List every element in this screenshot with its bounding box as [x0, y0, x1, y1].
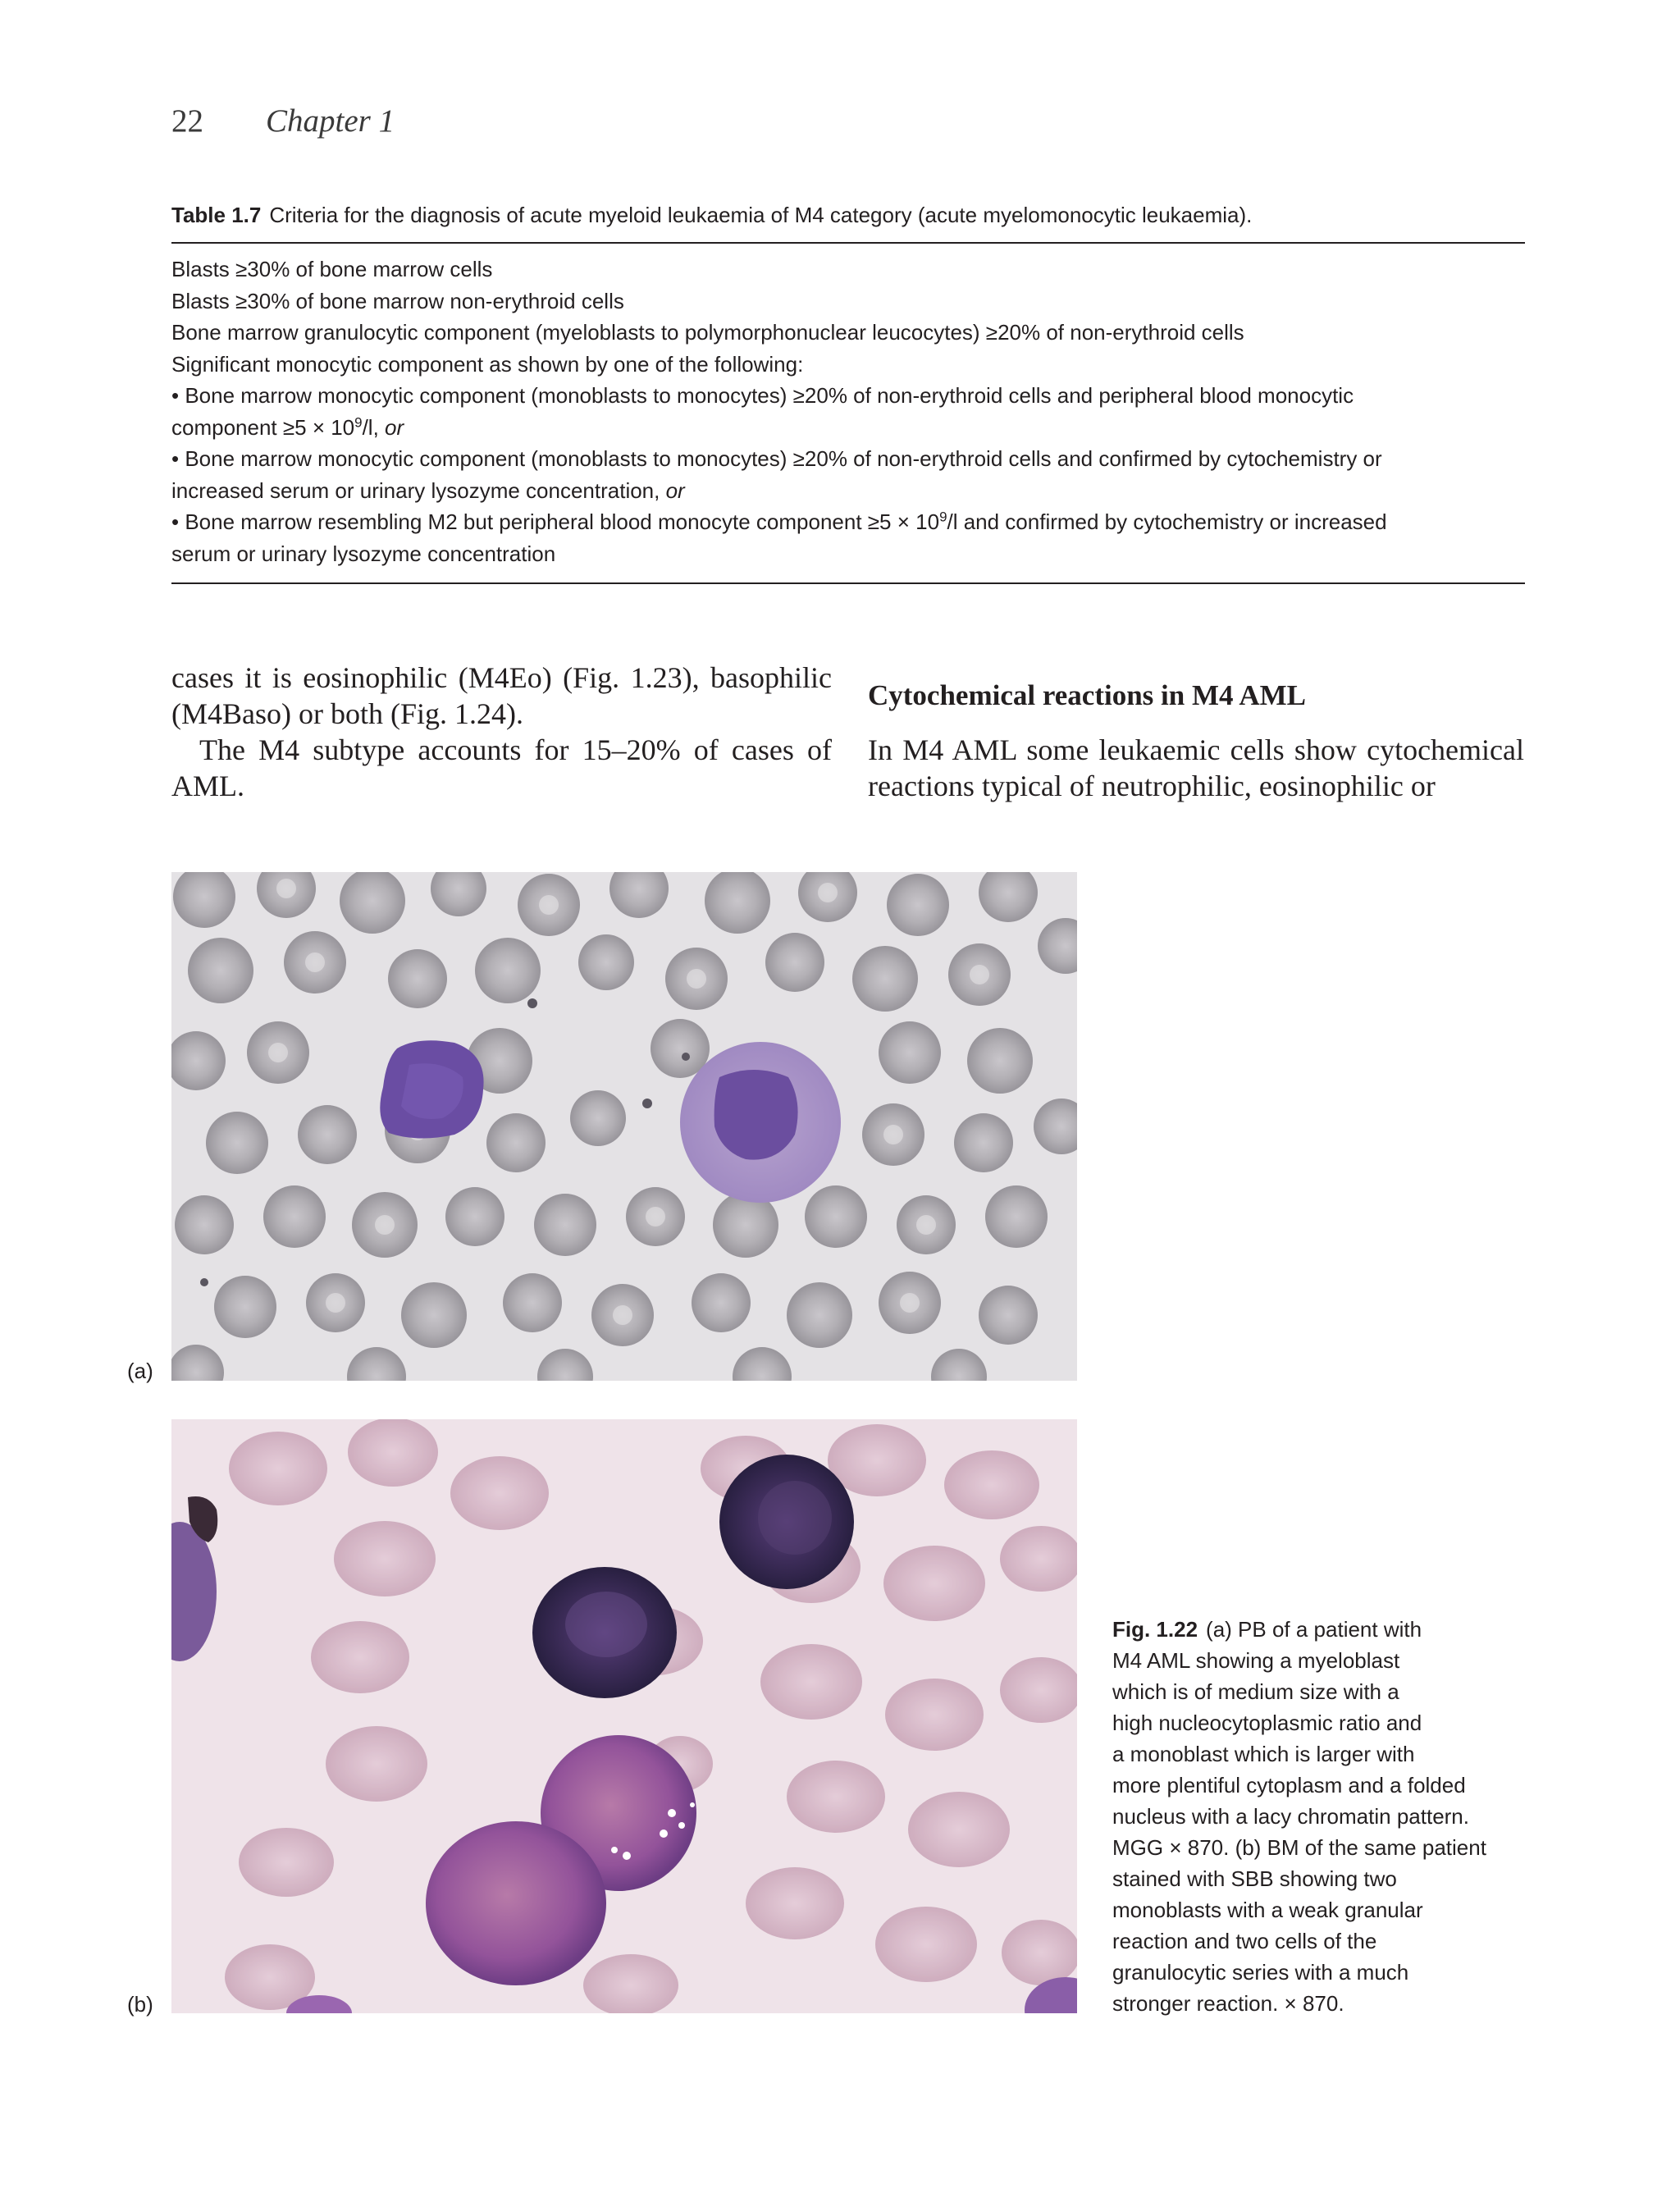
body-paragraph: The M4 subtype accounts for 15–20% of cases of AML.: [171, 733, 832, 802]
section-heading: Cytochemical reactions in M4 AML: [868, 679, 1306, 711]
micrograph-b: [171, 1419, 1077, 2013]
page-number: 22: [171, 103, 203, 139]
table-label: Table 1.7: [171, 203, 262, 227]
figure-panel-a: [171, 872, 1077, 1381]
caption-line: M4 AML showing a myeloblast: [1112, 1648, 1400, 1673]
table-row: Significant monocytic component as shown by one of the following:: [171, 351, 804, 377]
caption-line: granulocytic series with a much: [1112, 1960, 1409, 1985]
body-column-right: [868, 678, 1524, 804]
body-column-left: [171, 660, 832, 804]
caption-line: Fig. 1.22 (a) PB of a patient with: [1112, 1617, 1422, 1642]
table-bullet-line: increased serum or urinary lysozyme concentration, or: [171, 477, 685, 503]
table-body: [171, 244, 1525, 582]
caption-line: more plentiful cytoplasm and a folded: [1112, 1773, 1466, 1797]
caption-line: reaction and two cells of the: [1112, 1929, 1377, 1953]
caption-line: stained with SBB showing two: [1112, 1866, 1397, 1891]
table-bullet-line: serum or urinary lysozyme concentration: [171, 541, 556, 566]
panel-label-b: (b): [127, 1992, 153, 2017]
table-row: Blasts ≥30% of bone marrow non-erythroid cells: [171, 288, 624, 313]
figure-panel-b: [171, 1419, 1077, 2013]
caption-line: monoblasts with a weak granular: [1112, 1898, 1423, 1922]
table-row: Bone marrow granulocytic component (myeloblasts to polymorphonuclear leucocytes) ≥20% of non-erythroid cells: [171, 320, 1244, 345]
micrograph-a: [171, 872, 1077, 1381]
body-paragraph: In M4 AML some leukaemic cells show cytochemical reactions typical of neutrophilic, eosinophilic or: [868, 733, 1524, 802]
table-caption: [171, 199, 1525, 231]
body-paragraph: cases it is eosinophilic (M4Eo) (Fig. 1.23), basophilic (M4Baso) or both (Fig. 1.24).: [171, 661, 832, 730]
table-title: Criteria for the diagnosis of acute myeloid leukaemia of M4 category (acute myelomonocytic leukaemia).: [269, 203, 1253, 227]
caption-line: which is of medium size with a: [1112, 1679, 1399, 1704]
running-head: [171, 103, 395, 152]
table-bullet-line: component $\ge 5 \times 10^9/l$, or: [171, 413, 404, 440]
caption-line: nucleus with a lacy chromatin pattern.: [1112, 1804, 1469, 1829]
caption-line: stronger reaction. × 870.: [1112, 1991, 1344, 2016]
caption-line: MGG × 870. (b) BM of the same patient: [1112, 1835, 1486, 1860]
caption-label: Fig. 1.22: [1112, 1617, 1198, 1642]
monoblast-cell: [426, 1821, 606, 1985]
panel-label-a: (a): [127, 1359, 153, 1383]
caption-line: a monoblast which is larger with: [1112, 1742, 1415, 1766]
table-bullet-line: • Bone marrow resembling M2 but peripheral blood monocyte component $\ge 5 \times 10^9/l$ and confirmed by cytochemistry or increased: [171, 509, 1387, 534]
caption-line: high nucleocytoplasmic ratio and: [1112, 1711, 1422, 1735]
table-bullet-line: • Bone marrow monocytic component (monoblasts to monocytes) ≥20% of non-erythroid cells and confirmed by cytochemistry or: [171, 446, 1382, 471]
table-bullet-line: • Bone marrow monocytic component (monoblasts to monocytes) ≥20% of non-erythroid cells and peripheral blood monocytic: [171, 383, 1354, 408]
figure-caption: [1112, 1614, 1522, 2019]
table-bottom-rule: [171, 582, 1525, 584]
table-1-7: [171, 199, 1525, 584]
table-row: Blasts ≥30% of bone marrow cells: [171, 257, 493, 281]
chapter-title: Chapter 1: [266, 103, 395, 139]
